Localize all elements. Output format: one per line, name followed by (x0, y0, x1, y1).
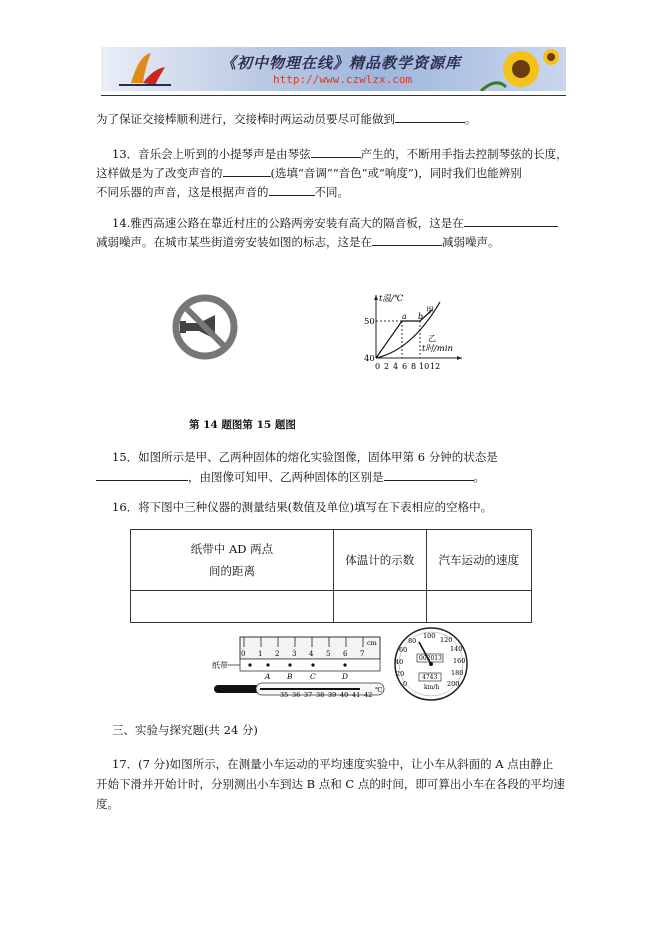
thermo-tick: 37 (304, 691, 313, 699)
thermo-tick: 38 (316, 691, 325, 699)
answer-table (130, 529, 532, 623)
header-banner (101, 47, 566, 91)
thermo-tick: 42 (364, 691, 373, 699)
speed-tick: 80 (408, 637, 417, 645)
question-13-line-2: 这样做是为了改变声音的 (选填“音调”“音色”或“响度”)，同时我们也能辨别 (96, 166, 522, 180)
graph-x-tick: 8 (411, 362, 417, 371)
ruler-tick: 1 (258, 650, 263, 658)
answer-cell[interactable] (426, 591, 532, 623)
speed-tick: 140 (450, 645, 463, 653)
banner-title: 《初中物理在线》精品教学资源库 (221, 54, 462, 72)
graph-x-tick: 2 (384, 362, 390, 371)
tape-point-d: D (342, 672, 349, 681)
question-16-line: 16．将下图中三种仪器的测量结果(数值及单位)填写在下表相应的空格中。 (112, 500, 493, 514)
no-horn-sign-icon (171, 293, 239, 361)
text-line: 为了保证交接棒顺利进行，交接棒时两运动员要尽可能做到 。 (96, 112, 477, 126)
graph-label-yi: 乙 (428, 334, 436, 343)
section-heading: 三、实验与探究题(共 24 分) (112, 723, 258, 737)
header-rule (101, 95, 566, 96)
speed-tick: 120 (440, 636, 453, 644)
graph-x-tick: 4 (393, 362, 399, 371)
speed-tick: 60 (399, 646, 408, 654)
graph-ylabel: t温/℃ (379, 294, 404, 304)
question-17-line-1: 17．(7 分)如图所示，在测量小车运动的平均速度实验中，让小车从斜面的 A 点由静止 (112, 757, 554, 771)
question-14-line-2: 减弱噪声。在城市某些街道旁安装如图的标志，这是在 减弱噪声。 (96, 235, 500, 249)
speed-tick: 100 (423, 632, 436, 640)
thermo-tick: 40 (340, 691, 349, 699)
speed-tick: 160 (453, 657, 466, 665)
thermo-tick: 39 (328, 691, 337, 699)
speed-tick: 200 (447, 680, 460, 688)
question-17-line-2: 开始下滑并开始计时，分别测出小车到达 B 点和 C 点的时间，即可算出小车在各段的平均速 (96, 777, 565, 791)
question-17-line-3: 度。 (96, 797, 119, 811)
question-13-line-1: 13．音乐会上听到的小提琴声是由琴弦 产生的，不断用手指去控制琴弦的长度， (112, 147, 568, 161)
tape-label: 纸带 (212, 661, 228, 670)
graph-x-tick: 12 (430, 362, 441, 371)
thermo-tick: 36 (292, 691, 301, 699)
odometer-2: 4743 (422, 674, 438, 681)
thermo-unit: ℃ (375, 686, 383, 694)
speed-tick: 180 (451, 669, 464, 677)
graph-point-b: b (418, 312, 424, 321)
graph-y-tick: 50 (364, 317, 375, 327)
speed-tick: 20 (396, 670, 405, 678)
melting-graph (362, 290, 472, 372)
thermo-tick: 41 (352, 691, 361, 699)
table-header-cell: 体温计的示数 (333, 530, 426, 591)
ruler-tick: 0 (241, 650, 246, 658)
speed-tick: 0 (403, 680, 408, 688)
ruler-unit: cm (367, 639, 377, 647)
graph-x-tick: 0 (375, 362, 381, 371)
ruler-tick: 3 (292, 650, 297, 658)
ruler-tick: 5 (326, 650, 331, 658)
answer-cell[interactable] (333, 591, 426, 623)
thermometer-figure (210, 681, 390, 701)
graph-label-jia: 甲 (426, 306, 434, 315)
tape-point-c: C (310, 672, 316, 681)
answer-cell[interactable] (131, 591, 334, 623)
question-15-line-2: ，由图像可知甲、乙两种固体的区别是 。 (96, 468, 485, 485)
thermo-tick: 35 (280, 691, 289, 699)
graph-x-tick: 6 (402, 362, 408, 371)
speedometer-gauge (389, 626, 473, 702)
ruler-tick: 7 (360, 650, 365, 658)
speed-tick: 40 (395, 658, 404, 666)
banner-url: http://www.czwlzx.com (273, 73, 413, 86)
speed-unit: km/h (424, 684, 440, 691)
figure-caption: 第 14 题图第 15 题图 (189, 419, 296, 431)
paper-tape (240, 659, 380, 671)
ruler-tick: 2 (275, 650, 280, 658)
table-header-cell: 汽车运动的速度 (426, 530, 532, 591)
graph-x-tick: 10 (419, 362, 430, 371)
graph-y-tick: 40 (364, 354, 375, 364)
tape-point-b: B (287, 672, 293, 681)
tape-point-a: A (265, 672, 271, 681)
ruler-tick: 6 (343, 650, 348, 658)
question-15-line-1: 15．如图所示是甲、乙两种固体的熔化实验图像，固体甲第 6 分钟的状态是 (112, 450, 498, 464)
table-header-cell: 纸带中 AD 两点 间的距离 (131, 530, 334, 591)
question-14-line-1: 14.雅西高速公路在靠近村庄的公路两旁安装有高大的隔音板，这是在 (112, 214, 558, 231)
odometer-1: 002013 (419, 655, 442, 662)
question-13-line-3: 不同乐器的声音，这是根据声音的 不同。 (96, 185, 349, 199)
graph-xlabel: t时/min (422, 344, 454, 354)
graph-point-a: a (402, 312, 407, 321)
ruler-tick: 4 (309, 650, 314, 658)
ruler-figure (210, 633, 390, 681)
